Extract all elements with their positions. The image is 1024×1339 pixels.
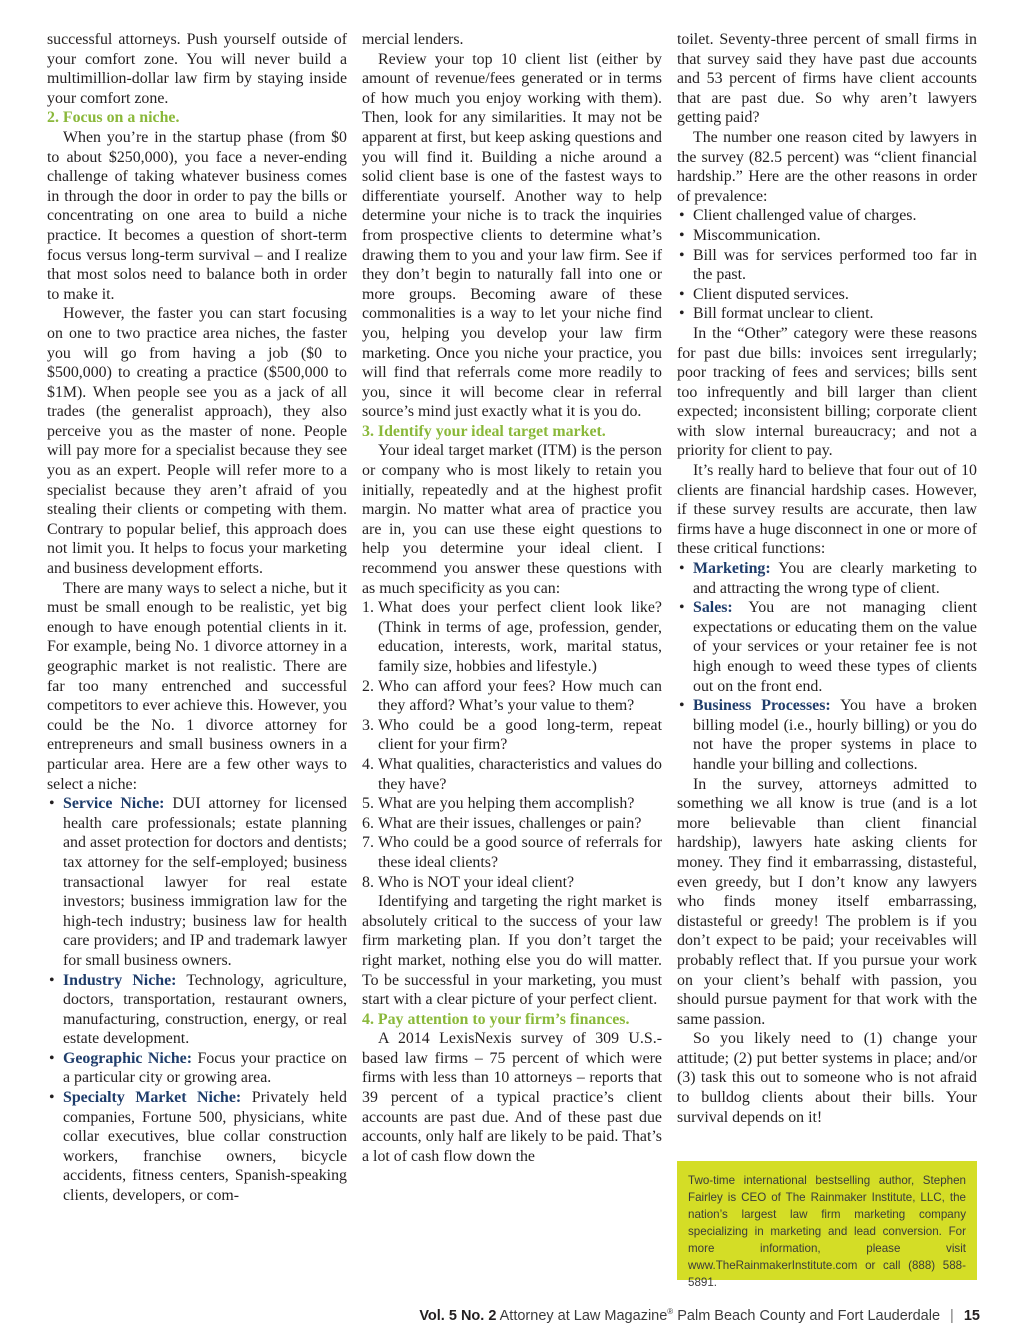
magazine-edition: Palm Beach County and Fort Lauderdale — [673, 1307, 941, 1324]
paragraph-review: Review your top 10 client list (either by amount of revenue/fees generated or in terms of how much you enjoy working with them). Then, look for any similarities. It may not be apparent at first, but keep asking questions and you will find it. Building a niche around a solid client base is one of the fastest ways to differentiate yourself. Another way to help determine your niche is to track the inquiries from prospective clients to determine what’s drawing them to you and your law firm. See if they don’t begin to naturally fall into one or more groups. Becoming aware of these commonalities is a way to let your niche find you, helping you develop your law firm marketing. Once you niche your practice, you will find that referrals come more readily to you, since it will become clear in referral source’s mind just exactly what it is you do. — [362, 50, 662, 421]
list-item — [47, 1088, 347, 1206]
list-item: • Bill was for services performed too far in the past. — [677, 246, 977, 285]
list-item — [677, 598, 977, 696]
paragraph-identifying: Identifying and targeting the right market is absolutely critical to the success of your law firm marketing plan. If you don’t target the right market, nothing else you do will matter. To be successful in your marketing, you must start with a clear picture of your perfect client. — [362, 893, 662, 1009]
paragraph-continuation: mercial lenders. — [362, 31, 464, 48]
list-item — [47, 794, 347, 970]
registered-mark: ® — [667, 1307, 674, 1316]
list-item: • Client disputed services. — [677, 285, 977, 305]
question-number: 7. — [362, 834, 374, 852]
function-text: You have a broken billing model (i.e., hourly billing) or you do not have the proper systems in place to handle your billing and collections. — [693, 697, 977, 773]
list-item — [362, 598, 662, 676]
niche-text: DUI attorney for licensed health care professionals; estate planning and asset protection for doctors and dentists; tax attorney for the self-employed; business transactional lawyer for real estate investors; business immigration law for the high-tech industry; business law for health care providers; and IP and trademark lawyer for small business owners. — [63, 795, 347, 969]
question-text: What are their issues, challenges or pain? — [378, 814, 642, 832]
function-list — [677, 559, 977, 775]
question-number: 2. — [362, 677, 374, 695]
paragraph-reason: The number one reason cited by lawyers in the survey (82.5 percent) was “client financial hardship.” Here are the other reasons in order of prevalence: — [677, 128, 977, 205]
list-item: • Client challenged value of charges. — [677, 206, 977, 226]
paragraph-continuation: successful attorneys. Push yourself outside of your comfort zone. You will never build a multimillion-dollar law firm by staying inside your comfort zone. — [47, 31, 347, 107]
question-text: Who can afford your fees? How much can they afford? What’s your value to them? — [378, 677, 662, 715]
paragraph-faster: However, the faster you can start focusing on one to two practice area niches, the faster you will go from having a job ($0 to $500,000) to creating a practice ($500,000 to $1M). When people see you as a jack of all trades (the generalist approach), they also perceive you as the master of none. People will pay more for a specialist because they see you as an expert. People will refer more to a specialist because they aren’t afraid of you stealing their clients or competing with them. Contrary to popular belief, this approach does not limit you. It helps to focus your marketing and business development efforts. — [47, 305, 347, 578]
footer-magazine — [500, 1308, 940, 1324]
author-bio-text: Two-time international bestselling author, Stephen Fairley is CEO of The Rainmaker Institute, LLC, the nation’s largest law firm marketing company specializing in marketing and lead conversion. For more information, please visit www.TheRainmakerInstitute.com or call (888) 588-5891. — [688, 1174, 966, 1289]
function-term: Sales: — [693, 599, 733, 617]
list-item — [47, 1049, 347, 1088]
niche-term: Geographic Niche: — [63, 1049, 193, 1067]
list-item — [47, 971, 347, 1049]
niche-term: Specialty Market Niche: — [63, 1089, 242, 1107]
question-number: 4. — [362, 755, 374, 773]
niche-term: Service Niche: — [63, 795, 165, 813]
question-number: 3. — [362, 716, 374, 734]
magazine-name: Attorney at Law Magazine — [499, 1307, 668, 1324]
heading-target-market: 3. Identify your ideal target market. — [362, 422, 606, 440]
question-text: What qualities, characteristics and values do they have? — [378, 755, 662, 793]
niche-text: Technology, agriculture, doctors, transportation, restaurant owners, manufacturing, construction, energy, or real estate development. — [63, 971, 347, 1048]
page-number: 15 — [963, 1307, 980, 1324]
list-item — [362, 755, 662, 794]
question-text: Who could be a good long-term, repeat client for your firm? — [378, 716, 662, 754]
paragraph-hard: It’s really hard to believe that four out of 10 clients are financial hardship cases. However, if these survey results are accurate, then law firms have a huge disconnect in one or more of these critical functions: — [677, 462, 977, 558]
paragraph-itm: Your ideal target market (ITM) is the person or company who is most likely to retain you initially, repeatedly and at the highest profit margin. No matter what area of practice you are in, you can use these eight questions to help you determine your ideal client. I recommend you answer these questions with as much specificity as you can: — [362, 442, 662, 597]
niche-text: Privately held companies, Fortune 500, physicians, white collar executives, blue collar construction workers, franchise owners, bicycle accidents, fitness centers, Spanish-speaking clients, developers, or com- — [63, 1089, 347, 1205]
function-term: Business Processes: — [693, 697, 831, 715]
article-column-2 — [362, 30, 662, 1166]
paragraph-other: In the “Other” category were these reasons for past due bills: invoices sent irregularly; poor tracking of fees and services; bills sent too infrequently and bill larger than client expected; inconsistent billing; corporate client with slow internal bureaucracy; and not a priority for client to pay. — [677, 324, 977, 460]
list-item: • Bill format unclear to client. — [677, 304, 977, 324]
list-item — [677, 559, 977, 598]
paragraph-conclusion: So you likely need to (1) change your attitude; (2) put better systems in place; and/or (3) task this out to someone who is not afraid to bulldog clients about their bills. Your survival depends on it! — [677, 1030, 977, 1126]
question-text: Who could be a good source of referrals for these ideal clients? — [378, 834, 662, 871]
list-item — [362, 873, 662, 893]
question-list — [362, 598, 662, 892]
list-item — [362, 716, 662, 755]
question-number: 6. — [362, 814, 374, 832]
paragraph-lexisnexis: A 2014 LexisNexis survey of 309 U.S.-based law firms – 75 percent of which were firms with less than 10 attorneys – reports that 39 percent of a typical practice’s client accounts are past due. And of these past due accounts, only half are likely to be paid. That’s a lot of cash flow down the — [362, 1030, 662, 1165]
list-item: • Miscommunication. — [677, 226, 977, 246]
question-number: 8. — [362, 873, 374, 891]
function-text: You are clearly marketing to and attracting the wrong type of client. — [693, 560, 977, 597]
function-term: Marketing: — [693, 560, 771, 578]
question-number: 1. — [362, 599, 374, 617]
niche-term: Industry Niche: — [63, 971, 177, 989]
list-item — [362, 814, 662, 834]
article-column-1 — [47, 30, 347, 1206]
heading-focus-niche: 2. Focus on a niche. — [47, 109, 180, 127]
list-item — [362, 794, 662, 814]
page-footer — [419, 1307, 980, 1324]
question-text: What does your perfect client look like? (Think in terms of age, profession, gender, education, interests, work, marital status, family size, hobbies and lifestyle.) — [378, 599, 662, 675]
reason-list — [677, 206, 977, 324]
author-bio-box — [677, 1161, 977, 1289]
list-item — [677, 696, 977, 774]
paragraph-continuation: toilet. Seventy-three percent of small firms in that survey said they have past due accounts and 53 percent of firms have client accounts that are past due. So why aren’t lawyers getting paid? — [677, 31, 977, 127]
list-item — [362, 833, 662, 872]
paragraph-survey: In the survey, attorneys admitted to something we all know is true (and is a lot more believable than client financial hardship), lawyers hate asking clients for money. They find it embarrassing, distasteful, even greedy, but I don’t know any lawyers who finds money itself embarrassing, distasteful or greedy! The problem is if you don’t expect to be paid; your receivables will probably reflect that. If you pursue your work on your client’s behalf with passion, you should pursue payment for that work with the same passion. — [677, 775, 977, 1028]
question-number: 5. — [362, 795, 374, 813]
paragraph-ways: There are many ways to select a niche, but it must be small enough to be realistic, yet big enough to have enough potential clients in it. For example, being No. 1 divorce attorney in a geographic market is not realistic. There are far too many entrenched and successful competitors to ever achieve this. However, you could be the No. 1 divorce attorney for entrepreneurs and small business owners in a particular area. Here are a few other ways to select a niche: — [47, 579, 347, 793]
heading-finances: 4. Pay attention to your firm’s finances. — [362, 1010, 630, 1028]
footer-separator: | — [950, 1307, 954, 1324]
niche-list — [47, 794, 347, 1205]
footer-volume: Vol. 5 No. 2 — [419, 1307, 497, 1324]
niche-text: Focus your practice on a particular city or growing area. — [63, 1049, 348, 1087]
function-text: You are not managing client expectations or educating them on the value of your services or your retainer fee is not high enough to weed these types of clients out on the front end. — [693, 599, 977, 695]
article-column-3 — [677, 30, 977, 1127]
paragraph-startup: When you’re in the startup phase (from $0 to about $250,000), you face a never-ending challenge of taking whatever business comes in through the door in order to pay the bills or concentrating on one area to build a niche practice. It becomes a question of short-term focus versus long-term survival – and I realize that most solos need to balance both in order to make it. — [47, 128, 347, 303]
question-text: Who is NOT your ideal client? — [378, 873, 575, 891]
question-text: What are you helping them accomplish? — [378, 795, 635, 813]
list-item — [362, 677, 662, 716]
